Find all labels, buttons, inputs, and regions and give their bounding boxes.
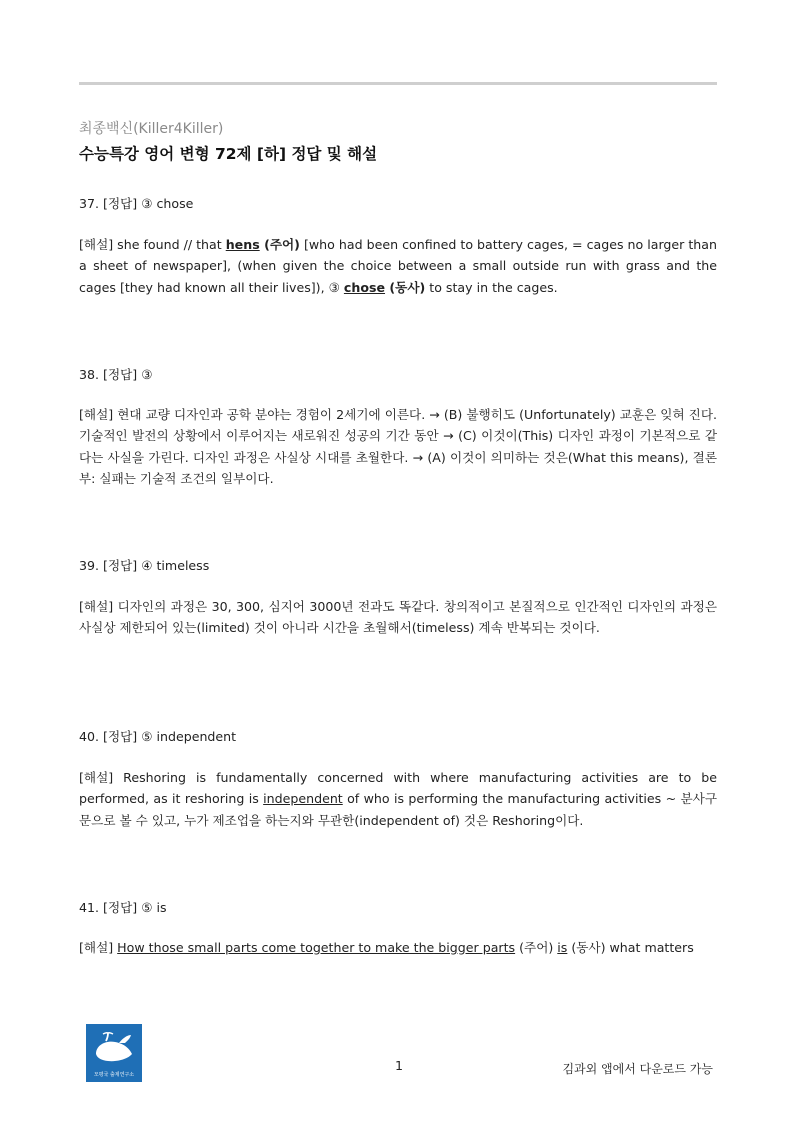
answer-39: 39. [정답] ④ timeless [79, 558, 210, 573]
download-note: 김과외 앱에서 다운로드 가능 [562, 1062, 713, 1076]
subject-highlight: hens [225, 237, 260, 252]
explanation-41: [해설] How those small parts come together to make the bigger parts (주어) is (동사) what matters [79, 940, 694, 955]
top-divider [79, 82, 717, 85]
explanation-40: [해설] Reshoring is fundamentally concerned with where manufacturing activities are to be performed, as it reshoring is independent of who is performing the manufacturing activities ~ 분사구문으로 볼 수 있고, 누가 제조업을 하는지와 무관한(independent of) 것은 Reshoring이다. [79, 770, 717, 828]
explanation-37: [해설] she found // that hens (주어) [who had been confined to battery cages, = cages no larger than a sheet of newspaper], (when given the choice between a small outside run with grass and the cages [they had known all their lives]), ③ chose (동사) to stay in the cages. [79, 237, 717, 295]
explanation-39: [해설] 디자인의 과정은 30, 300, 심지어 3000년 전과도 똑같다. 창의적이고 본질적으로 인간적인 디자인의 과정은 사실상 제한되어 있는(limited) 것이 아니라 시간을 초월해서(timeless) 계속 반복되는 것이다. [79, 599, 717, 636]
page-title: 수능특강 영어 변형 72제 [하] 정답 및 해설 [79, 145, 378, 163]
verb-underline: is [557, 940, 568, 955]
whale-icon [86, 1024, 142, 1070]
verb-highlight: chose [343, 279, 386, 295]
subject-underline: How those small parts come together to make the bigger parts [117, 940, 516, 955]
answer-37: 37. [정답] ③ chose [79, 196, 194, 211]
explanation-38: [해설] 현대 교량 디자인과 공학 분야는 경험이 2세기에 이른다. → (B) 불행히도 (Unfortunately) 교훈은 잊혀 진다. 기술적인 발전의 상황에서 이루어지는 새로워진 성공의 기간 동안 → (C) 이것이(This) 디자인 과정이 기본적으로 같다는 사실을 가린다. 디자인 과정은 사실상 시대를 초월한다. → (A) 이것이 의미하는 것은(What this means), 결론부: 실패는 기술적 조건의 일부이다. [79, 407, 717, 486]
answer-41: 41. [정답] ⑤ is [79, 900, 167, 915]
answer-38: 38. [정답] ③ [79, 367, 153, 382]
answer-40: 40. [정답] ⑤ independent [79, 729, 237, 744]
publisher-logo [86, 1024, 142, 1082]
key-word-underline: independent [263, 791, 343, 807]
page-number: 1 [395, 1058, 404, 1073]
series-name: 최종백신(Killer4Killer) [79, 121, 224, 137]
logo-caption: 모평국 출제연구소 [93, 1072, 135, 1078]
